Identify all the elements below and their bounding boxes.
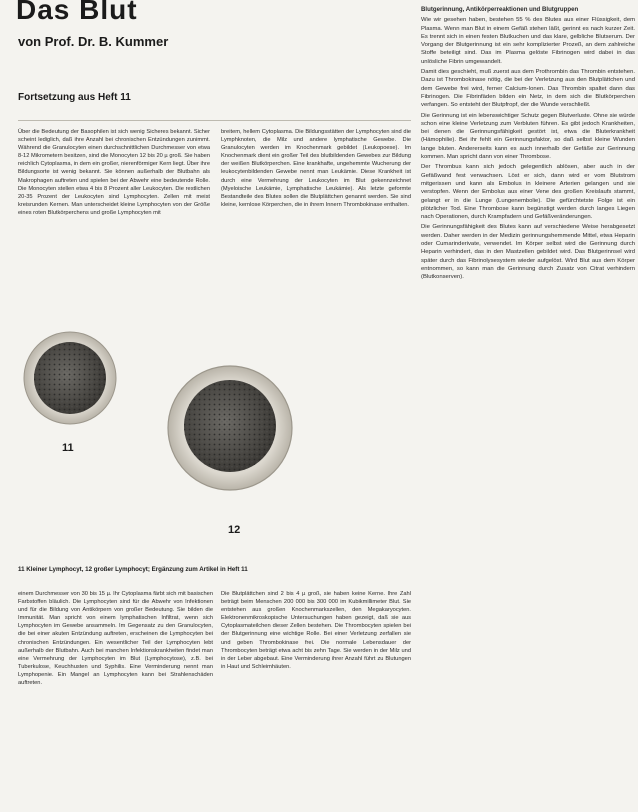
lymphocyte-illustration (18, 318, 411, 558)
right-paragraph-3: Die Gerinnung ist ein lebenswichtiger Schutz gegen Blutverluste. Ohne sie würde schon eine kleine Verletzung zum Verbluten führen. Es gibt jedoch Krankheiten, bei denen die Gerinnungsfähigkeit gestört ist, etwa die Bluterkrankheit (Hämophilie). Bei ihr fehlt ein Gerinnungsfaktor, so daß selbst kleine Wunden lange bluten. Andererseits kann es auch innerhalb der Gefäße zur Gerinnung kommen. Man spricht dann von einer Thrombose. (421, 112, 635, 161)
right-paragraph-5: Die Gerinnungsfähigkeit des Blutes kann auf verschiedene Weise herabgesetzt werden. Daher werden in der Medizin gerinnungshemmende Mittel, etwa Heparin oder Cumarinderivate, verwendet. Im Körper selbst wird die Gerinnung durch Heparin verhindert, das in den Mastzellen gebildet wird. Das Blutgerinnsel wird später durch das Fibrinolysesystem wieder aufgelöst. Wird Blut aus dem Körper entnommen, so kann man die Gerinnung durch Zusatz von Citrat verhindern (Blutkonserven). (421, 224, 635, 281)
right-paragraph-2: Damit dies geschieht, muß zuerst aus dem Prothrombin das Thrombin entstehen. Dazu ist Thrombokinase nötig, die bei der Verletzung aus den Blutplättchen und dem Gewebe frei wird, ferner Calcium-Ionen. Das Thrombin spaltet dann das Fibrinogen. Die Fibrinfäden bilden ein Netz, in dem sich die Blutkörperchen verfangen. So entsteht der Blutpfropf, der die Wunde verschließt. (421, 69, 635, 109)
body-column-top-left: Über die Bedeutung der Basophilen ist sich wenig Sicheres bekannt. Sicher scheint lediglich, daß ihre Anzahl bei chronischen Entzündungen zunimmt. Während die Granulocyten einen durchschnittlichen Durchmesser von etwa 8-12 Mikrometern besitzen, sind die Monocyten 12 bis 20 µ groß. Sie haben reichlich Cytoplasma, in dem ein großer, nierenförmiger Kern liegt. Über ihre Bildungsorte ist wenig bekannt. Sie können außerhalb der Blutbahn als Makrophagen auftreten und spielen bei der Abwehr eine bedeutende Rolle. Die Monocyten stellen etwa 4 bis 8 Prozent aller Leukocyten. Die restlichen 20-35 Prozent der Leukocyten sind Lymphocyten. Zellen mit meist kreisrunden Kernen. Man unterscheidet kleine Lymphocyten von der Größe eines roten Blutkörperchens und große Lymphocyten mit (18, 129, 210, 216)
figure-caption: 11 Kleiner Lymphocyt, 12 großer Lymphocyt; Ergänzung zum Artikel in Heft 11 (18, 566, 248, 573)
article-author: von Prof. Dr. B. Kummer (18, 34, 169, 49)
right-column (421, 6, 635, 806)
right-column-heading: Blutgerinnung, Antikörperreaktionen und Blutgruppen (421, 6, 579, 13)
body-column-bottom-left: einem Durchmesser von 30 bis 15 µ. Ihr Cytoplasma färbt sich mit basischen Farbstoffen bläulich. Die Lymphocyten sind für die Abwehr von Infektionen und für die Bildung von Antikörpern von großer Bedeutung. Sie bilden die Immunität. Man spricht von einem lymphatischen Infiltrat, wenn sich Lymphocyten im Gewebe ansammeln. Im Gegensatz zu den Granulocyten, die bei einer akuten Entzündung auftreten, erscheinen die Lymphocyten bei chronischen Entzündungen. Ein wesentlicher Teil der Lymphocyten lebt außerhalb der Blutbahn. Auch bei manchen Infektionskrankheiten findet man eine Vermehrung der Lymphocyten im Blut (Lymphocytose), z.B. bei Tuberkulose, Keuchhusten und Syphilis. Eine Verminderung nennt man Lymphopenie. Ein Mangel an Lymphocyten kann bei Strahlenschäden auftreten. (18, 591, 213, 687)
right-paragraph-4: Der Thrombus kann sich jedoch gelegentlich ablösen, aber auch in der Gefäßwand fest verwachsen. Löst er sich, dann wird er vom Blutstrom mitgerissen und kann als Embolus in kleinere Arterien gelangen und sie verstopfen. Wenn der Embolus aus einer Vene des großen Kreislaufs stammt, gelangt er in die Lunge (Lungenembolie). Die gefürchtetste Folge ist ein plötzlicher Tod. Eine Thrombose kann begünstigt werden durch langes Liegen nach Operationen, durch Krampfadern und Gefäßveränderungen. (421, 164, 635, 221)
body-column-top-right: breitem, hellem Cytoplasma. Die Bildungsstätten der Lymphocyten sind die Lymphknoten, die Milz und andere lymphatische Gewebe. Die Granulocyten werden im Knochenmark gebildet (Leukopoese). Im Knochenmark dient ein großer Teil des blutbildenden Gewebes zur Bildung der weißen Blutkörperchen. Eine krankhafte, ungehemmte Wucherung der leukocytenbildenden Gewebe nennt man Leukämie. Diese Krankheit ist durch eine Vermehrung der Leukocyten im Blut gekennzeichnet (Myeloische Leukämie, Lymphatische Leukämie). Als letzte geformte Bestandteile des Blutes sollen die Blutplättchen genannt werden. Sie sind kleine, kernlose Körperchen, die in ihrem Innern Thrombokinase enthalten. (221, 129, 411, 208)
figure-label-12: 12 (228, 524, 241, 536)
large-lymphocyte (168, 366, 292, 490)
continuation-note: Fortsetzung aus Heft 11 (18, 92, 131, 103)
body-column-bottom-right: Die Blutplättchen sind 2 bis 4 µ groß, sie haben keine Kerne. Ihre Zahl beträgt beim Menschen 200 000 bis 300 000 im Kubikmillimeter Blut. Sie entstehen aus großen Knochenmarkszellen, den Megakaryocyten. Elektronenmikroskopische Untersuchungen haben gezeigt, daß sie aus Cytoplasmateilchen dieser Zellen bestehen. Die Thrombocyten spielen bei der Blutgerinnung eine wichtige Rolle. Bei einer Verletzung zerfallen sie und geben Thrombokinase frei. Die normale Lebensdauer der Thrombocyten beträgt etwa acht bis zehn Tage. Sie werden in der Milz und in der Leber abgebaut. Eine Verminderung ihrer Anzahl führt zu Blutungen in Haut und Schleimhäuten. (221, 591, 411, 670)
right-paragraph-1: Wie wir gesehen haben, bestehen 55 % des Blutes aus einer Flüssigkeit, dem Plasma. Wenn man Blut in einem Gefäß stehen läßt, gerinnt es nach kurzer Zeit. Es trennt sich in einen festen Blutkuchen und das klare, gelbliche Blutserum. Der Vorgang der Blutgerinnung ist ein sehr komplizierter Prozeß, an dem zahlreiche Stoffe beteiligt sind. Das im Plasma gelöste Fibrinogen wird dabei in das unlösliche Fibrin umgewandelt. (421, 17, 635, 65)
lymphocyte-figure (18, 318, 411, 558)
article-title: Das Blut (16, 0, 138, 25)
small-lymphocyte (24, 332, 116, 424)
figure-label-11: 11 (62, 442, 74, 454)
header-divider (18, 120, 411, 121)
